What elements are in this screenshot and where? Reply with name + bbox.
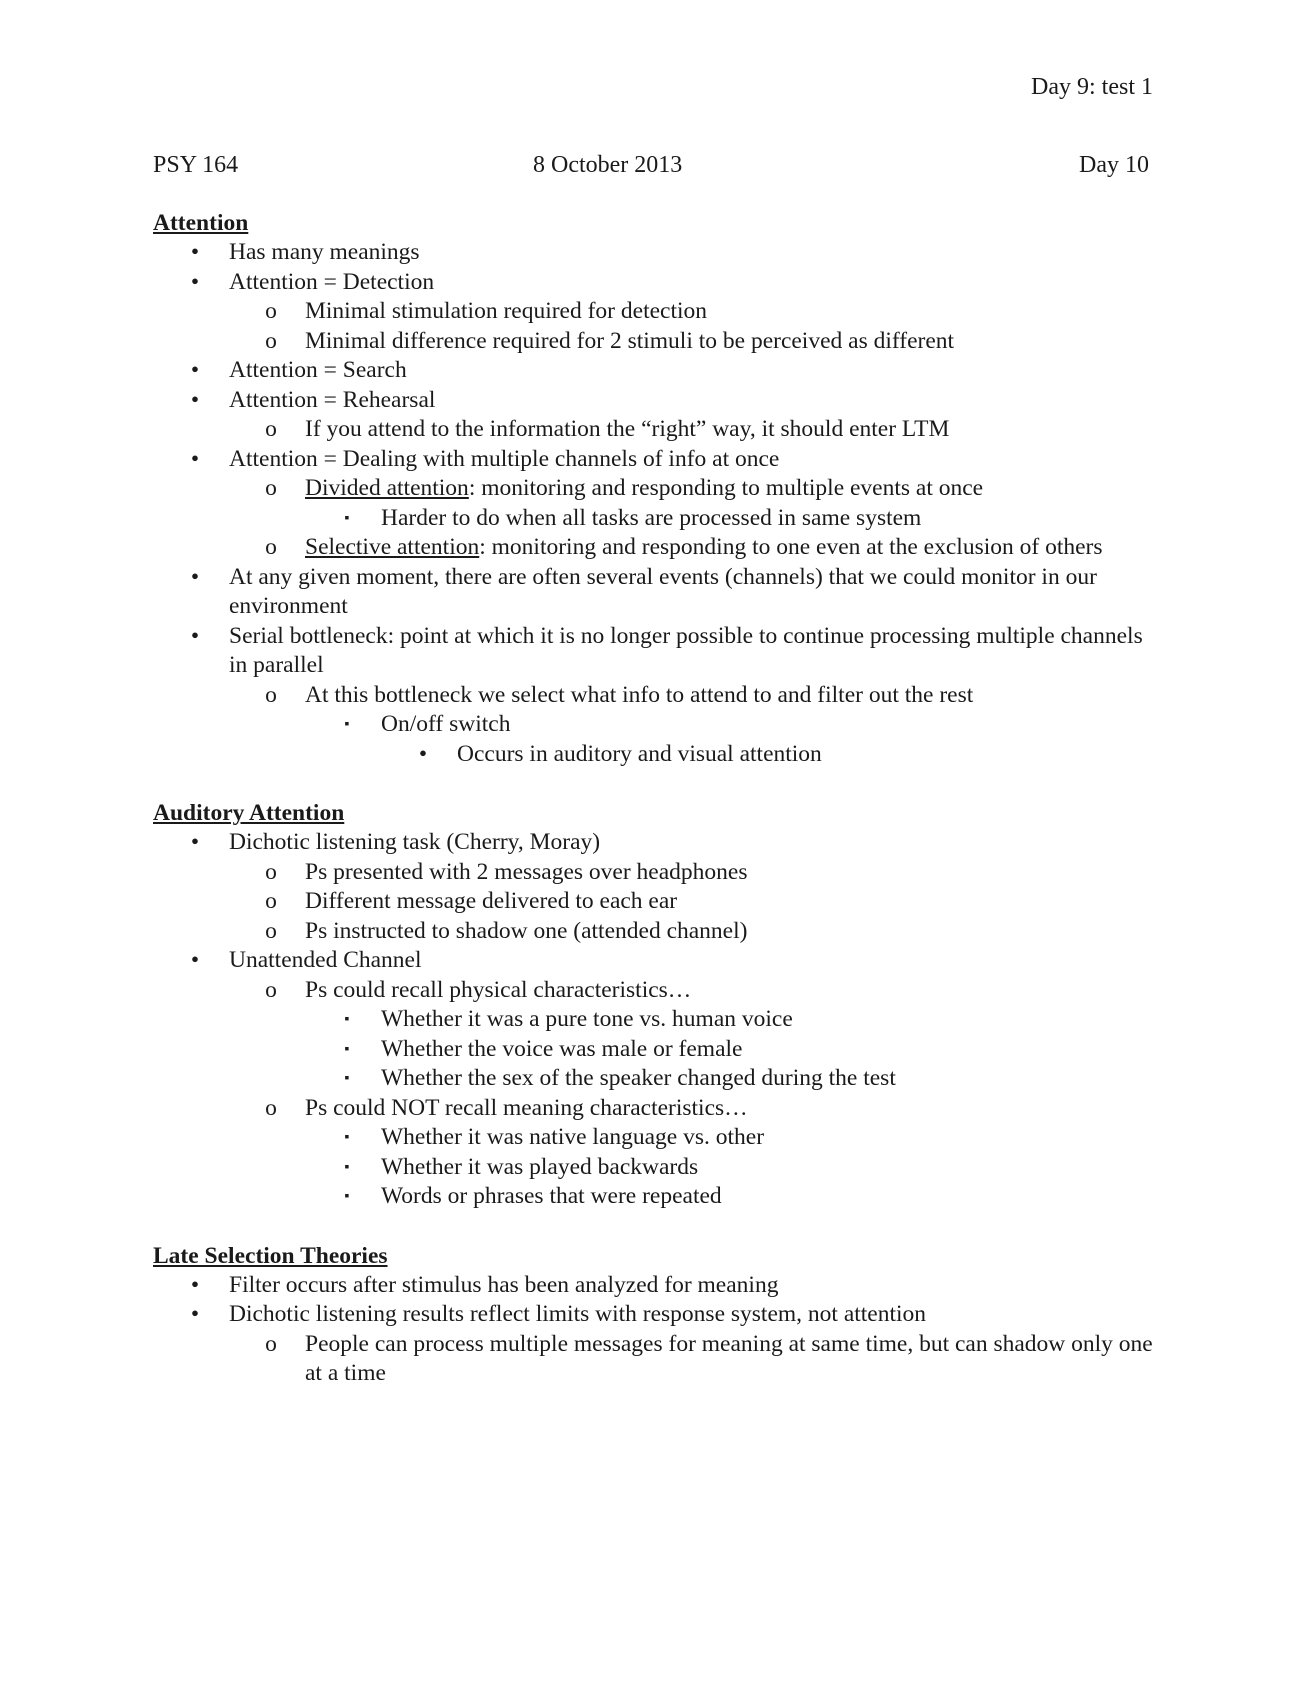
section-3	[153, 1241, 1153, 1389]
list-item-text	[305, 474, 1153, 504]
list-item	[153, 297, 1153, 327]
bullet-marker-icon: •	[190, 947, 200, 973]
bullet-marker-icon: o	[265, 1330, 277, 1357]
bullet-list	[153, 828, 1153, 1212]
bullet-marker-icon: •	[418, 740, 428, 767]
bullet-marker-icon: o	[265, 858, 277, 885]
item-text: : monitoring and responding to multiple events at once	[468, 475, 984, 501]
bullet-marker-icon: •	[190, 1271, 200, 1298]
list-item-text	[305, 297, 1153, 327]
bullet-marker-icon: o	[265, 475, 277, 501]
item-text: Dichotic listening task (Cherry, Moray)	[229, 829, 601, 855]
list-item	[153, 858, 1153, 888]
bullet-marker-icon: o	[265, 416, 277, 442]
item-text: If you attend to the information the “right” way, it should enter LTM	[305, 416, 950, 442]
bullet-marker-icon: ▪	[344, 1159, 350, 1175]
bullet-marker-icon: •	[190, 386, 200, 413]
list-item-text	[381, 504, 1153, 534]
list-item-text	[381, 1035, 1153, 1065]
list-item-text	[305, 887, 1153, 917]
list-item-text	[305, 327, 1153, 357]
list-item	[153, 1035, 1153, 1065]
list-item	[153, 1300, 1153, 1330]
item-text: Minimal difference required for 2 stimuli to be perceived as different	[305, 327, 955, 354]
list-item	[153, 976, 1153, 1006]
list-item	[153, 386, 1153, 416]
item-text: Ps presented with 2 messages over headphones	[305, 858, 748, 885]
list-item	[153, 946, 1153, 976]
bullet-marker-icon: o	[265, 1094, 277, 1121]
list-item	[153, 1330, 1153, 1389]
list-item-text	[305, 1330, 1153, 1389]
list-item-text	[381, 1153, 1153, 1183]
item-text: At any given moment, there are often several events (channels) that we could monitor in our environment	[229, 563, 1097, 619]
list-item-text	[305, 858, 1153, 888]
item-text: Ps could NOT recall meaning characteristics…	[305, 1094, 748, 1121]
list-item	[153, 474, 1153, 504]
item-text: Ps instructed to shadow one (attended channel)	[305, 917, 748, 944]
item-text: On/off switch	[381, 711, 511, 737]
item-text: Minimal stimulation required for detection	[305, 298, 708, 324]
list-item-text	[305, 917, 1153, 947]
list-item	[153, 740, 1153, 770]
bullet-marker-icon: o	[265, 327, 277, 354]
item-text: Filter occurs after stimulus has been analyzed for meaning	[229, 1271, 779, 1298]
bullet-marker-icon: ▪	[344, 510, 350, 526]
bullet-marker-icon: o	[265, 534, 277, 560]
bullet-marker-icon: ▪	[344, 1012, 350, 1027]
list-item-text	[305, 1094, 1153, 1124]
list-item	[153, 327, 1153, 357]
bullet-marker-icon: o	[265, 976, 277, 1003]
list-item	[153, 533, 1153, 563]
bullet-list	[153, 238, 1153, 769]
item-text: Occurs in auditory and visual attention	[457, 740, 822, 767]
section-title: Late Selection Theories	[153, 1242, 388, 1269]
bullet-marker-icon: •	[190, 445, 200, 472]
list-item-text	[229, 946, 1153, 976]
bullet-marker-icon: ▪	[344, 1130, 350, 1145]
bullet-marker-icon: o	[265, 681, 277, 708]
item-text: Different message delivered to each ear	[305, 888, 678, 914]
bullet-marker-icon: o	[265, 917, 277, 944]
bullet-marker-icon: ▪	[344, 717, 350, 732]
bullet-marker-icon: •	[190, 268, 200, 295]
section-2	[153, 798, 1153, 1212]
bullet-marker-icon: ▪	[344, 1071, 350, 1086]
list-item	[153, 1123, 1153, 1153]
list-item	[153, 1094, 1153, 1124]
item-text: Attention = Dealing with multiple channels of info at once	[229, 445, 780, 472]
bullet-marker-icon: ▪	[344, 1041, 350, 1057]
section-title: Attention	[153, 210, 249, 236]
list-item-text	[381, 710, 1153, 740]
bullet-list	[153, 1271, 1153, 1389]
bullet-marker-icon: ▪	[344, 1189, 350, 1204]
item-text: : monitoring and responding to one even at the exclusion of others	[479, 534, 1103, 560]
document-header	[153, 152, 1149, 184]
list-item-text	[381, 1005, 1153, 1035]
item-text: Attention = Search	[229, 357, 407, 383]
item-text: People can process multiple messages for meaning at same time, but can shadow only one at a time	[305, 1330, 1153, 1386]
item-text: Harder to do when all tasks are processed in same system	[381, 504, 922, 531]
list-item	[153, 1271, 1153, 1301]
bullet-marker-icon: •	[190, 829, 200, 855]
list-item	[153, 268, 1153, 298]
item-text: Serial bottleneck: point at which it is no longer possible to continue processing multiple channels in parallel	[229, 622, 1143, 678]
item-text: Has many meanings	[229, 239, 420, 265]
list-item	[153, 1182, 1153, 1212]
list-item-text	[229, 1300, 1153, 1330]
item-text: Whether it was played backwards	[381, 1153, 699, 1180]
list-item	[153, 1153, 1153, 1183]
underlined-term: Selective attention	[305, 534, 480, 560]
list-item-text	[381, 1182, 1153, 1212]
notes-content	[153, 208, 1153, 1418]
item-text: Whether it was a pure tone vs. human voice	[381, 1006, 793, 1032]
item-text: At this bottleneck we select what info to attend to and filter out the rest	[305, 681, 974, 708]
bullet-marker-icon: o	[265, 888, 277, 914]
bullet-marker-icon: •	[190, 357, 200, 383]
list-item	[153, 710, 1153, 740]
list-item	[153, 1005, 1153, 1035]
list-item	[153, 828, 1153, 858]
list-item-text	[381, 1064, 1153, 1094]
list-item-text	[305, 681, 1153, 711]
item-text: Ps could recall physical characteristics…	[305, 976, 692, 1003]
bullet-marker-icon: •	[190, 563, 200, 590]
section-1	[153, 208, 1153, 769]
list-item-text	[381, 1123, 1153, 1153]
item-text: Words or phrases that were repeated	[381, 1183, 722, 1209]
list-item-text	[305, 976, 1153, 1006]
lecture-day: Day 10	[1079, 152, 1149, 178]
list-item	[153, 445, 1153, 475]
item-text: Whether it was native language vs. other	[381, 1124, 765, 1150]
underlined-term: Divided attention	[305, 475, 469, 501]
section-title: Auditory Attention	[153, 800, 345, 826]
bullet-marker-icon: •	[190, 1301, 200, 1327]
item-text: Attention = Rehearsal	[229, 386, 436, 413]
lecture-date: 8 October 2013	[533, 152, 683, 178]
list-item-text	[305, 533, 1153, 563]
list-item-text	[229, 445, 1153, 475]
bullet-marker-icon: •	[190, 239, 200, 265]
list-item	[153, 563, 1153, 622]
list-item-text	[229, 828, 1153, 858]
list-item	[153, 238, 1153, 268]
item-text: Whether the voice was male or female	[381, 1035, 743, 1062]
list-item	[153, 622, 1153, 681]
list-item-text	[229, 1271, 1153, 1301]
bullet-marker-icon: •	[190, 622, 200, 649]
item-text: Unattended Channel	[229, 947, 422, 973]
list-item-text	[229, 356, 1153, 386]
list-item	[153, 1064, 1153, 1094]
list-item	[153, 415, 1153, 445]
list-item-text	[229, 563, 1153, 622]
list-item	[153, 681, 1153, 711]
course-code: PSY 164	[153, 152, 239, 178]
bullet-marker-icon: o	[265, 298, 277, 324]
list-item-text	[305, 415, 1153, 445]
list-item-text	[229, 622, 1153, 681]
item-text: Dichotic listening results reflect limits with response system, not attention	[229, 1301, 927, 1327]
list-item	[153, 356, 1153, 386]
list-item-text	[457, 740, 1153, 770]
item-text: Whether the sex of the speaker changed during the test	[381, 1065, 896, 1091]
list-item-text	[229, 386, 1153, 416]
list-item	[153, 504, 1153, 534]
list-item-text	[229, 238, 1153, 268]
list-item	[153, 887, 1153, 917]
list-item-text	[229, 268, 1153, 298]
item-text: Attention = Detection	[229, 268, 435, 295]
list-item	[153, 917, 1153, 947]
corner-note: Day 9: test 1	[1031, 74, 1153, 100]
